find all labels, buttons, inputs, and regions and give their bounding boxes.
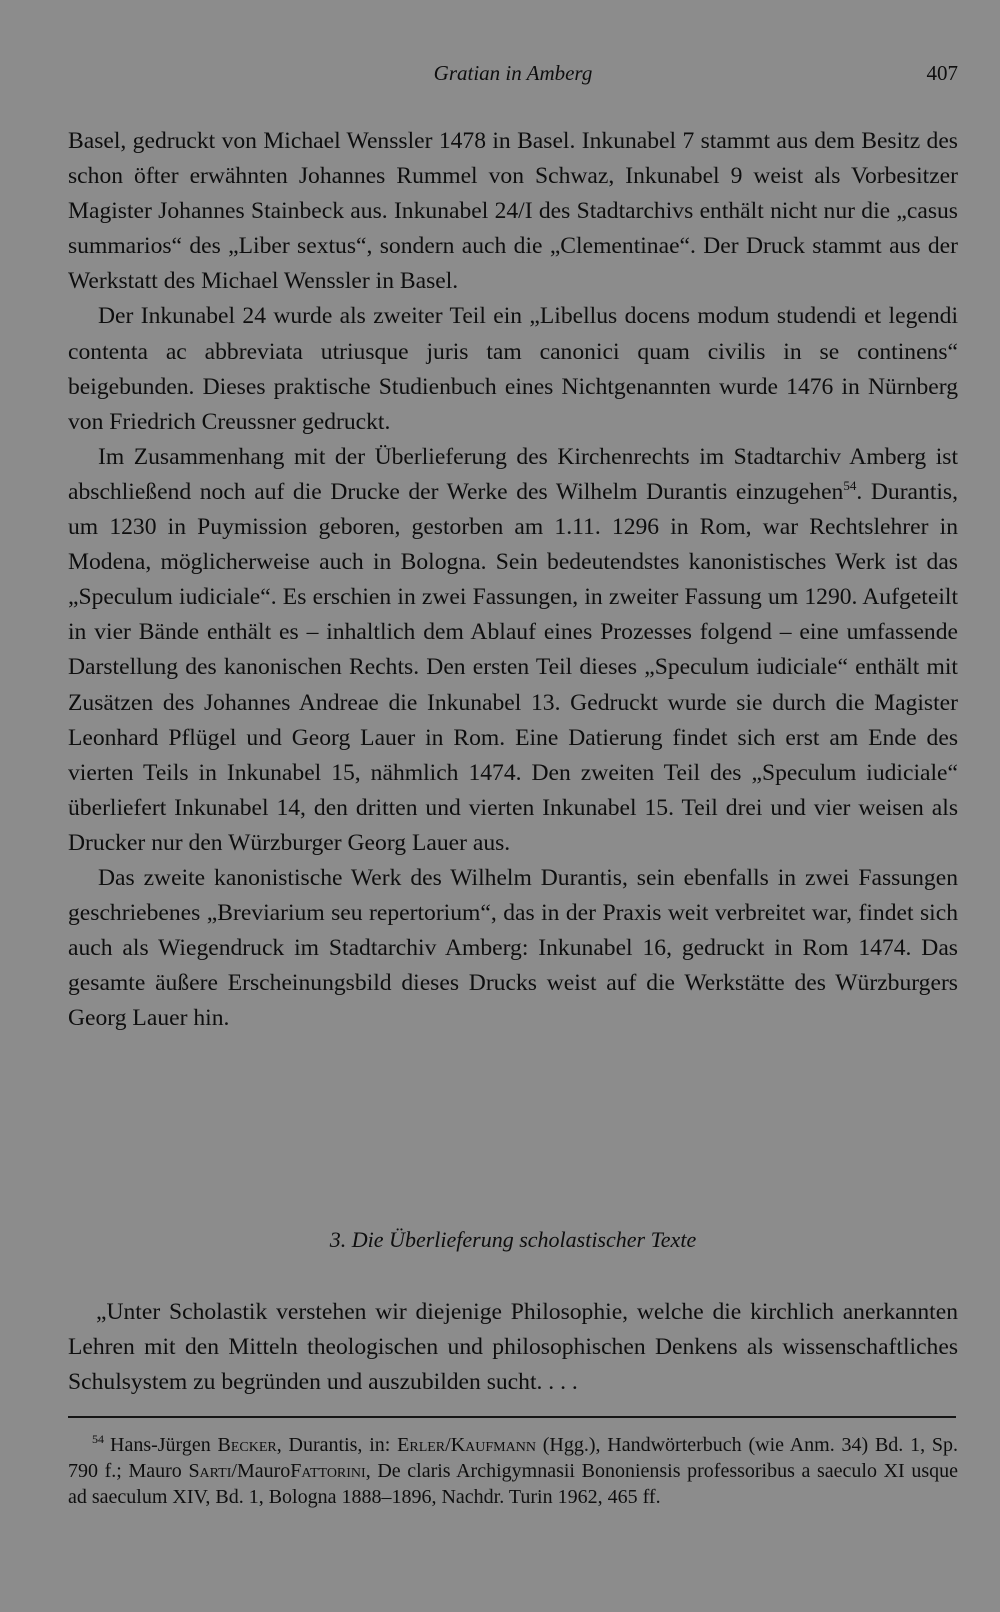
body-text: [68, 124, 958, 1036]
paragraph-libellus: Der Inkunabel 24 wurde als zweiter Teil ein „Libellus docens modum studendi et legendi contenta ac abbreviata utriusque juris tam canonici quam civilis in se continens“ beigebunden. Dieses praktische Studienbuch eines Nichtgenannten wurde 1476 in Nürnberg von Friedrich Creussner gedruckt.: [68, 303, 958, 435]
paragraph-breviarium: Das zweite kanonistische Werk des Wilhelm Durantis, sein ebenfalls in zwei Fassungen geschriebenes „Breviarium seu repertorium“, das in der Praxis weit verbreitet war, findet sich auch als Wiegendruck im Stadtarchiv Amberg: Inkunabel 16, gedruckt in Rom 1474. Das gesamte äußere Erscheinungsbild dieses Drucks weist auf die Werkstätte des Würzburgers Georg Lauer hin.: [68, 864, 958, 1032]
footnote-54: [68, 1432, 958, 1511]
paragraph-continuation: Basel, gedruckt von Michael Wenssler 1478 in Basel. Inkunabel 7 stammt aus dem Besitz des schon öfter erwähnten Johannes Rummel von Schwaz, Inkunabel 9 weist als Vorbesitzer Magister Johannes Stainbeck aus. Inkunabel 24/I des Stadtarchivs enthält nicht nur die „casus summarios“ des „Liber sextus“, sondern auch die „Clementinae“. Der Druck stammt aus der Werkstatt des Michael Wenssler in Basel.: [68, 128, 958, 295]
section-heading: 3. Die Überlieferung scholastischer Texte: [329, 1227, 697, 1252]
footnote-text-4: /Mauro: [231, 1460, 291, 1483]
running-header: [68, 58, 958, 88]
footnote-separator: [68, 1416, 956, 1418]
running-title: Gratian in Amberg: [433, 61, 593, 85]
paragraph-durantis: [68, 440, 958, 861]
footnote-author-becker: Becker: [217, 1434, 277, 1456]
paragraph-durantis-text-b: . Durantis, um 1230 in Puymission geboren, gestorben am 1.11. 1296 in Rom, war Rechtslehrer in Modena, möglicherweise auch in Bologna. Sein bedeutendstes kanonistisches Werk ist das „Speculum iudiciale“. Es erschien in zwei Fassungen, in zweiter Fassung um 1290. Aufgeteilt in vier Bände enthält es – inhaltlich dem Ablauf eines Prozesses folgend – eine umfassende Darstellung des kanonischen Rechts. Den ersten Teil dieses „Speculum iudiciale“ enthält mit Zusätzen des Johannes Andreae die Inkunabel 13. Gedruckt wurde sie durch die Magister Leonhard Pflügel und Georg Lauer in Rom. Eine Datierung findet sich erst am Ende des vierten Teils in Inkunabel 15, nähmlich 1474. Den zweiten Teil des „Speculum iudiciale“ überliefert Inkunabel 14, den dritten und vierten Inkunabel 15. Teil drei und vier weisen als Drucker nur den Würzburger Georg Lauer aus.: [68, 478, 959, 856]
footnote-text-3: (Hgg.), Handwörterbuch (wie Anm. 34) Bd. 1, Sp. 790 f.; Mauro: [68, 1434, 958, 1483]
footnote-reference: 54: [843, 478, 857, 494]
footnote-text-5: , De claris Archigymnasii Bononiensis professoribus a saeculo XI usque ad saeculum XIV, Bd. 1, Bologna 1888–1896, Nachdr. Turin 1962, 465 ff.: [68, 1460, 959, 1509]
footnote-text-2: , Durantis, in:: [276, 1434, 391, 1456]
quote-text: „Unter Scholastik verstehen wir diejenige Philosophie, welche die kirchlich anerkannten Lehren mit den Mitteln theologischen und philosophischen Denkens als wissenschaftliches Schulsystem zu begründen und auszubilden sucht. . . .: [68, 1299, 958, 1396]
footnote-author-fattorini: Fattorini: [290, 1460, 366, 1483]
scholastik-quote: [68, 1295, 958, 1400]
footnote-text-1: Hans-Jürgen: [110, 1434, 211, 1456]
footnote-number: 54: [92, 1432, 104, 1447]
footnote-author-sarti: Sarti: [188, 1460, 232, 1483]
footnote-author-erler-kaufmann: Erler/Kaufmann: [397, 1434, 536, 1456]
page-number: 407: [926, 61, 958, 85]
paragraph-durantis-text-a: Im Zusammenhang mit der Überlieferung des Kirchenrechts im Stadtarchiv Amberg ist abschließend noch auf die Drucke der Werke des Wilhelm Durantis einzugehen: [68, 443, 958, 505]
